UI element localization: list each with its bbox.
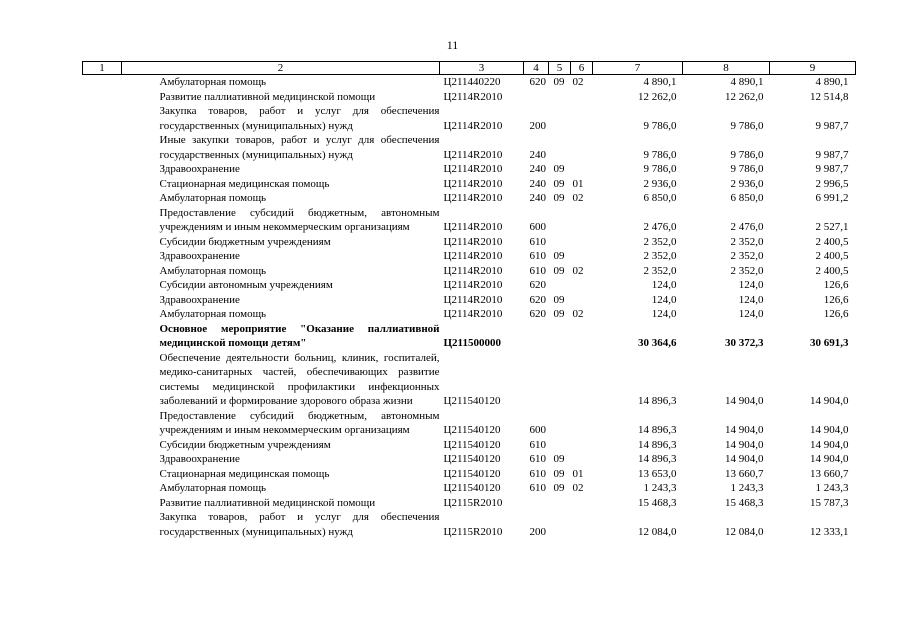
amount-col7-cell: 12 084,0: [638, 525, 677, 538]
expense-type-cell: 610: [529, 250, 546, 262]
section-cell: 09: [553, 177, 565, 190]
column-header: 1: [83, 62, 122, 75]
expense-type-cell: [524, 90, 549, 105]
item-name-cell: Субсидии бюджетным учреждениям: [159, 235, 331, 248]
amount-col8-cell: 15 468,3: [725, 496, 764, 509]
table-row: [83, 75, 856, 90]
expense-type-cell: 200: [529, 119, 546, 132]
amount-col7-cell: 9 786,0: [643, 163, 677, 175]
subsection-cell: [571, 133, 593, 162]
amount-col9-cell: 13 660,7: [810, 467, 849, 480]
expense-type-cell: 610: [529, 453, 546, 465]
subsection-cell: [571, 104, 593, 133]
target-code-cell: Ц2115R2010: [443, 496, 503, 509]
amount-col8-cell: 14 904,0: [725, 438, 764, 451]
section-cell: 09: [553, 250, 565, 262]
amount-col7-cell: 14 896,3: [638, 424, 677, 436]
amount-col9-cell: 126,6: [823, 279, 849, 291]
target-code-cell: Ц2114R2010: [443, 119, 503, 132]
amount-col9-cell: 9 987,7: [815, 119, 849, 132]
amount-col7-cell: 30 364,6: [638, 337, 677, 349]
expense-type-cell: 240: [529, 163, 546, 175]
expense-type-cell: 200: [529, 525, 546, 538]
row-number-cell: [83, 75, 122, 90]
amount-col7-cell: 12 262,0: [638, 90, 677, 103]
amount-col7-cell: 14 896,3: [638, 453, 677, 465]
amount-col9-cell: 15 787,3: [810, 496, 849, 509]
expense-type-cell: [524, 496, 549, 511]
amount-col8-cell: 2 476,0: [730, 221, 764, 233]
table-row: [83, 191, 856, 206]
amount-col7-cell: 14 896,3: [638, 395, 677, 407]
item-name-cell: Здравоохранение: [159, 293, 240, 306]
row-number-cell: [83, 452, 122, 467]
subsection-cell: 01: [572, 177, 584, 190]
table-row: [83, 467, 856, 482]
expense-type-cell: [524, 351, 549, 409]
amount-col8-cell: 1 243,3: [730, 482, 764, 494]
item-name-cell: Предоставление субсидий бюджетным, автономным учреждениям и иным некоммерческим организациям: [159, 206, 440, 233]
subsection-cell: [571, 452, 593, 467]
target-code-cell: Ц211540120: [443, 453, 501, 465]
subsection-cell: 01: [572, 467, 584, 480]
section-cell: 09: [553, 453, 565, 465]
expense-type-cell: [524, 322, 549, 351]
row-number-cell: [83, 104, 122, 133]
amount-col8-cell: 14 904,0: [725, 424, 764, 436]
amount-col8-cell: 2 352,0: [730, 264, 764, 277]
target-code-cell: Ц211540120: [443, 467, 501, 480]
amount-col8-cell: 2 352,0: [730, 250, 764, 262]
subsection-cell: [571, 235, 593, 250]
amount-col9-cell: 12 333,1: [810, 525, 849, 538]
table-row: [83, 307, 856, 322]
subsection-cell: [571, 409, 593, 438]
column-header: 2: [122, 62, 440, 75]
amount-col9-cell: 14 904,0: [810, 453, 849, 465]
amount-col7-cell: 1 243,3: [643, 482, 677, 494]
amount-col9-cell: 2 400,5: [815, 250, 849, 262]
table-row: [83, 104, 856, 133]
item-name-cell: Здравоохранение: [159, 250, 240, 262]
section-cell: [549, 496, 571, 511]
amount-col9-cell: 14 904,0: [810, 438, 849, 451]
expense-type-cell: 610: [529, 467, 546, 480]
table-body: [83, 75, 856, 540]
amount-col7-cell: 124,0: [651, 279, 677, 291]
page-number: 11: [446, 38, 459, 52]
section-cell: [549, 409, 571, 438]
section-cell: 09: [553, 308, 565, 320]
amount-col8-cell: 14 904,0: [725, 395, 764, 407]
amount-col9-cell: 2 400,5: [815, 235, 849, 248]
amount-col9-cell: 126,6: [823, 308, 849, 320]
row-number-cell: [83, 162, 122, 177]
amount-col8-cell: 12 084,0: [725, 525, 764, 538]
item-name-cell: Обеспечение деятельности больниц, клиник, госпиталей, медико-санитарных частей, обеспечивающих развитие системы медицинской профилактики инфекционных заболеваний и формирование здорового образа жизни: [159, 351, 440, 407]
amount-col9-cell: 2 527,1: [815, 221, 849, 233]
target-code-cell: Ц2114R2010: [443, 148, 503, 161]
row-number-cell: [83, 481, 122, 496]
amount-col8-cell: 14 904,0: [725, 453, 764, 465]
expense-type-cell: 620: [529, 308, 546, 320]
subsection-cell: 02: [572, 308, 584, 320]
amount-col7-cell: 124,0: [651, 308, 677, 320]
table-row: [83, 133, 856, 162]
section-cell: 09: [553, 293, 565, 306]
item-name-cell: Амбулаторная помощь: [159, 482, 267, 494]
item-name-cell: Стационарная медицинская помощь: [159, 467, 330, 480]
section-cell: 09: [553, 192, 565, 204]
amount-col9-cell: 14 904,0: [810, 395, 849, 407]
section-cell: [549, 206, 571, 235]
amount-col7-cell: 2 352,0: [643, 264, 677, 277]
amount-col9-cell: 1 243,3: [815, 482, 849, 494]
target-code-cell: Ц2114R2010: [443, 221, 503, 233]
amount-col9-cell: 126,6: [823, 293, 849, 306]
table-row: [83, 249, 856, 264]
target-code-cell: Ц2115R2010: [443, 525, 503, 538]
table-row: [83, 409, 856, 438]
amount-col7-cell: 15 468,3: [638, 496, 677, 509]
table-row: [83, 351, 856, 409]
row-number-cell: [83, 249, 122, 264]
table-row: [83, 496, 856, 511]
amount-col8-cell: 124,0: [738, 293, 764, 306]
subsection-cell: [571, 322, 593, 351]
subsection-cell: 02: [572, 192, 584, 204]
subsection-cell: [571, 249, 593, 264]
item-name-cell: Иные закупки товаров, работ и услуг для обеспечения государственных (муниципальных) нужд: [159, 134, 440, 161]
row-number-cell: [83, 264, 122, 279]
table-row: [83, 293, 856, 308]
expense-type-cell: 610: [529, 235, 546, 248]
table-row: [83, 452, 856, 467]
subsection-cell: 02: [572, 482, 584, 494]
row-number-cell: [83, 206, 122, 235]
item-name-cell: Субсидии автономным учреждениям: [159, 279, 333, 291]
item-name-cell: Здравоохранение: [159, 163, 240, 175]
amount-col7-cell: 2 352,0: [643, 235, 677, 248]
budget-table: [82, 61, 856, 539]
section-cell: [549, 133, 571, 162]
amount-col7-cell: 4 890,1: [643, 76, 677, 88]
subsection-cell: [571, 90, 593, 105]
section-cell: [549, 510, 571, 539]
table-row: [83, 278, 856, 293]
section-cell: [549, 322, 571, 351]
expense-type-cell: 620: [529, 293, 546, 306]
expense-type-cell: 600: [529, 221, 546, 233]
row-number-cell: [83, 307, 122, 322]
row-number-cell: [83, 438, 122, 453]
item-name-cell: Развитие паллиативной медицинской помощи: [159, 496, 376, 509]
item-name-cell: Закупка товаров, работ и услуг для обеспечения государственных (муниципальных) нужд: [159, 511, 440, 538]
subsection-cell: [571, 206, 593, 235]
expense-type-cell: 240: [529, 177, 546, 190]
column-header-row: [83, 62, 856, 75]
item-name-cell: Амбулаторная помощь: [159, 264, 267, 277]
section-cell: 09: [553, 482, 565, 494]
amount-col7-cell: 6 850,0: [643, 192, 677, 204]
amount-col7-cell: 13 653,0: [638, 467, 677, 480]
target-code-cell: Ц2114R2010: [443, 279, 503, 291]
amount-col7-cell: 9 786,0: [643, 119, 677, 132]
item-name-cell: Предоставление субсидий бюджетным, автономным учреждениям и иным некоммерческим организациям: [159, 409, 440, 436]
item-name-cell: Развитие паллиативной медицинской помощи: [159, 90, 376, 103]
amount-col7-cell: 2 476,0: [643, 221, 677, 233]
row-number-cell: [83, 90, 122, 105]
target-code-cell: Ц2114R2010: [443, 308, 503, 320]
amount-col8-cell: 6 850,0: [730, 192, 764, 204]
section-cell: 09: [553, 163, 565, 175]
table-row: [83, 322, 856, 351]
amount-col9-cell: 14 904,0: [810, 424, 849, 436]
target-code-cell: Ц2114R2010: [443, 235, 503, 248]
section-cell: 09: [553, 467, 565, 480]
target-code-cell: Ц211540120: [443, 395, 501, 407]
target-code-cell: Ц211500000: [443, 337, 501, 349]
row-number-cell: [83, 191, 122, 206]
amount-col8-cell: 13 660,7: [725, 467, 764, 480]
table-row: [83, 264, 856, 279]
target-code-cell: Ц211540120: [443, 482, 501, 494]
amount-col9-cell: 4 890,1: [815, 76, 849, 88]
row-number-cell: [83, 409, 122, 438]
subsection-cell: [571, 510, 593, 539]
row-number-cell: [83, 293, 122, 308]
amount-col8-cell: 9 786,0: [730, 163, 764, 175]
amount-col8-cell: 12 262,0: [725, 90, 764, 103]
expense-type-cell: 610: [529, 438, 546, 451]
amount-col7-cell: 14 896,3: [638, 438, 677, 451]
table-row: [83, 481, 856, 496]
amount-col7-cell: 2 352,0: [643, 250, 677, 262]
table-row: [83, 510, 856, 539]
amount-col9-cell: 6 991,2: [815, 192, 849, 204]
table-row: [83, 90, 856, 105]
item-name-cell: Здравоохранение: [159, 453, 240, 465]
row-number-cell: [83, 496, 122, 511]
amount-col8-cell: 2 352,0: [730, 235, 764, 248]
row-number-cell: [83, 322, 122, 351]
row-number-cell: [83, 235, 122, 250]
subsection-cell: [571, 438, 593, 453]
section-cell: 09: [553, 76, 565, 88]
expense-type-cell: 620: [529, 76, 546, 88]
section-cell: [549, 90, 571, 105]
subsection-cell: [571, 351, 593, 409]
amount-col8-cell: 4 890,1: [730, 76, 764, 88]
section-cell: [549, 351, 571, 409]
subsection-cell: [571, 293, 593, 308]
expense-type-cell: 610: [529, 264, 546, 277]
row-number-cell: [83, 510, 122, 539]
subsection-cell: [571, 162, 593, 177]
amount-col8-cell: 124,0: [738, 308, 764, 320]
target-code-cell: Ц2114R2010: [443, 90, 503, 103]
amount-col9-cell: 30 691,3: [810, 337, 849, 349]
target-code-cell: Ц2114R2010: [443, 192, 503, 204]
amount-col9-cell: 2 400,5: [815, 264, 849, 277]
subsection-cell: [571, 278, 593, 293]
item-name-cell: Амбулаторная помощь: [159, 76, 267, 88]
target-code-cell: Ц211540120: [443, 438, 501, 451]
item-name-cell: Амбулаторная помощь: [159, 308, 267, 320]
item-name-cell: Стационарная медицинская помощь: [159, 177, 330, 190]
column-header: 9: [770, 62, 856, 75]
expense-type-cell: 240: [529, 148, 546, 161]
column-header: 3: [440, 62, 524, 75]
column-header: 7: [593, 62, 683, 75]
table-row: [83, 438, 856, 453]
amount-col9-cell: 9 987,7: [815, 148, 849, 161]
item-name-cell: Закупка товаров, работ и услуг для обеспечения государственных (муниципальных) нужд: [159, 105, 440, 132]
table-row: [83, 162, 856, 177]
row-number-cell: [83, 351, 122, 409]
amount-col8-cell: 9 786,0: [730, 119, 764, 132]
item-name-cell: Субсидии бюджетным учреждениям: [159, 438, 331, 451]
item-name-cell: Основное мероприятие "Оказание паллиативной медицинской помощи детям": [159, 322, 440, 349]
row-number-cell: [83, 467, 122, 482]
expense-type-cell: 240: [529, 192, 546, 204]
expense-type-cell: 600: [529, 424, 546, 436]
target-code-cell: Ц211440220: [443, 76, 501, 88]
section-cell: [549, 104, 571, 133]
section-cell: [549, 278, 571, 293]
target-code-cell: Ц2114R2010: [443, 250, 503, 262]
row-number-cell: [83, 278, 122, 293]
table-row: [83, 206, 856, 235]
column-header: 5: [549, 62, 571, 75]
target-code-cell: Ц211540120: [443, 424, 501, 436]
amount-col9-cell: 2 996,5: [815, 177, 849, 190]
target-code-cell: Ц2114R2010: [443, 264, 503, 277]
expense-type-cell: 610: [529, 482, 546, 494]
target-code-cell: Ц2114R2010: [443, 293, 503, 306]
section-cell: [549, 235, 571, 250]
expense-type-cell: 620: [529, 279, 546, 291]
table-row: [83, 235, 856, 250]
subsection-cell: 02: [572, 264, 584, 277]
amount-col8-cell: 9 786,0: [730, 148, 764, 161]
item-name-cell: Амбулаторная помощь: [159, 192, 267, 204]
target-code-cell: Ц2114R2010: [443, 163, 503, 175]
column-header: 6: [571, 62, 593, 75]
section-cell: 09: [553, 264, 565, 277]
column-header: 4: [524, 62, 549, 75]
amount-col7-cell: 2 936,0: [643, 177, 677, 190]
amount-col9-cell: 12 514,8: [810, 90, 849, 103]
amount-col7-cell: 124,0: [651, 293, 677, 306]
amount-col8-cell: 124,0: [738, 279, 764, 291]
section-cell: [549, 438, 571, 453]
amount-col8-cell: 30 372,3: [725, 337, 764, 349]
subsection-cell: [571, 496, 593, 511]
row-number-cell: [83, 133, 122, 162]
table-row: [83, 177, 856, 192]
subsection-cell: 02: [572, 76, 584, 88]
amount-col9-cell: 9 987,7: [815, 163, 849, 175]
target-code-cell: Ц2114R2010: [443, 177, 503, 190]
column-header: 8: [683, 62, 770, 75]
amount-col8-cell: 2 936,0: [730, 177, 764, 190]
amount-col7-cell: 9 786,0: [643, 148, 677, 161]
row-number-cell: [83, 177, 122, 192]
